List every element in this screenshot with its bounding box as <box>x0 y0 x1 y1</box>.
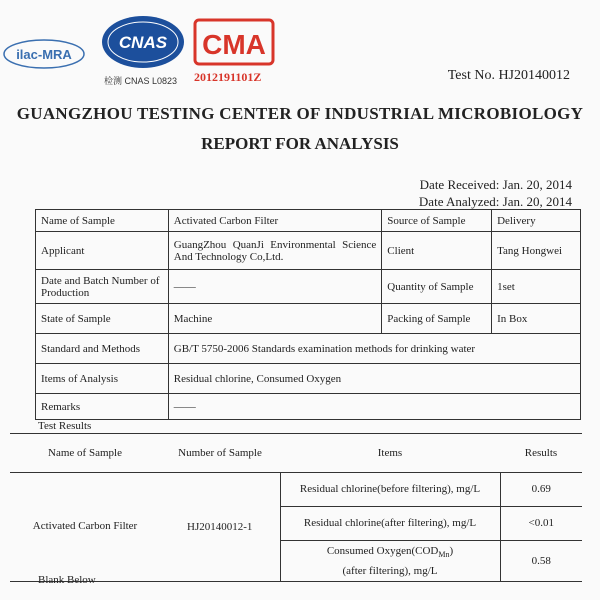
header-cell: Items <box>377 446 403 459</box>
cma-logo <box>193 18 275 66</box>
cell-label: Quantity of Sample <box>382 270 492 304</box>
table-row <box>10 472 582 506</box>
cell-value: 1set <box>492 270 581 304</box>
item-cell: Residual chlorine(after filtering), mg/L <box>280 506 500 540</box>
table-row <box>36 210 581 232</box>
table-row <box>36 304 581 334</box>
item-text-line2: (after filtering), mg/L <box>342 564 438 577</box>
report-title: REPORT FOR ANALYSIS <box>201 134 399 153</box>
cell-label: Applicant <box>36 232 169 270</box>
header-cell: Results <box>524 446 558 459</box>
center-title: GUANGZHOU TESTING CENTER OF INDUSTRIAL MICROBIOLOGY <box>16 104 584 123</box>
cell-value: Delivery <box>492 210 581 232</box>
test-results-table <box>10 434 582 582</box>
header-cell: Number of Sample <box>178 446 262 459</box>
cnas-caption: 检测 CNAS L0823 <box>104 76 178 86</box>
table-row <box>36 364 581 394</box>
blank-below-note: Blank Below <box>38 574 96 586</box>
table-row <box>36 334 581 364</box>
item-subscript: Mn <box>438 549 450 559</box>
date-analyzed: Date Analyzed: Jan. 20, 2014 <box>418 194 572 209</box>
cma-number: 2012191101Z <box>194 70 262 84</box>
cell-value: GB/T 5750-2006 Standards examination methods for drinking water <box>168 334 580 364</box>
result-cell: <0.01 <box>528 517 554 529</box>
sample-name-cell: Activated Carbon Filter <box>10 472 160 581</box>
cell-value: GuangZhou QuanJi Environmental Science And Technology Co,Ltd. <box>168 232 382 270</box>
table-row <box>36 232 581 270</box>
cell-label: Remarks <box>36 394 169 420</box>
cell-label: Name of Sample <box>36 210 169 232</box>
cnas-logo <box>100 14 186 70</box>
ilac-logo-text: ilac-MRA <box>16 47 72 62</box>
cell-value: Tang Hongwei <box>492 232 581 270</box>
cell-value: —— <box>168 270 382 304</box>
cell-label: Standard and Methods <box>36 334 169 364</box>
cell-label: Date and Batch Number of Production <box>36 270 169 304</box>
cell-label: State of Sample <box>36 304 169 334</box>
item-text-close: ) <box>449 544 454 557</box>
cell-value: Machine <box>168 304 382 334</box>
table-row <box>36 270 581 304</box>
cell-value: Activated Carbon Filter <box>168 210 382 232</box>
result-cell: 0.58 <box>531 554 551 567</box>
cell-label: Client <box>382 232 492 270</box>
date-received: Date Received: Jan. 20, 2014 <box>419 177 572 192</box>
cell-value: —— <box>168 394 580 420</box>
header-cell: Name of Sample <box>48 446 122 459</box>
cell-label: Items of Analysis <box>36 364 169 394</box>
test-number: Test No. HJ20140012 <box>447 68 570 83</box>
item-cell <box>280 540 500 581</box>
item-text: Consumed Oxygen(COD <box>326 544 439 557</box>
cma-logo-text: CMA <box>202 29 266 60</box>
item-cell: Residual chlorine(before filtering), mg/L <box>280 472 500 506</box>
table-header-row <box>10 434 582 472</box>
cell-value: Residual chlorine, Consumed Oxygen <box>168 364 580 394</box>
ilac-mra-logo <box>2 38 86 70</box>
dates-block <box>419 176 572 210</box>
cell-label: Packing of Sample <box>382 304 492 334</box>
table-row <box>36 394 581 420</box>
sample-number-cell: HJ20140012-1 <box>160 472 280 581</box>
test-results-label: Test Results <box>38 420 92 432</box>
result-cell: 0.69 <box>531 483 551 495</box>
cell-label: Source of Sample <box>382 210 492 232</box>
cell-value: In Box <box>492 304 581 334</box>
cnas-logo-text: CNAS <box>118 33 168 52</box>
sample-info-table <box>35 209 581 420</box>
